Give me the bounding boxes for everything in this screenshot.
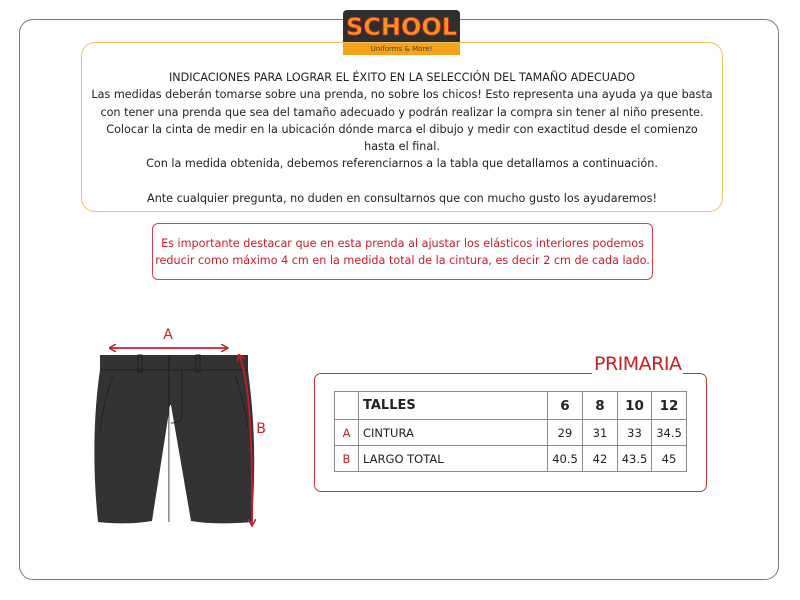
table-row [335,446,687,472]
row-name: CINTURA [359,420,548,446]
spacer [82,173,722,190]
row-letter: A [335,420,359,446]
instructions-closing: Ante cualquier pregunta, no duden en consultarnos que con mucho gusto los ayudaremos! [147,191,657,205]
label-a: A [163,327,173,343]
row-value: 29 [548,420,583,446]
header-blank-cell [335,392,359,420]
instructions-line: Colocar la cinta de medir en la ubicación dónde marca el dibujo y medir con exactitud desde el comienzo [106,122,698,136]
shorts-icon [94,355,254,523]
logo-wordmark: SCHOOL [345,12,458,41]
instructions-box [81,42,723,212]
row-value: 43.5 [618,446,652,472]
header-size: 6 [548,392,583,420]
logo-wordmark-panel [343,10,460,43]
row-value: 40.5 [548,446,583,472]
row-value: 42 [583,446,618,472]
elastic-note-box [152,223,653,280]
row-name: LARGO TOTAL [359,446,548,472]
header-talles: TALLES [359,392,548,420]
row-value: 33 [618,420,652,446]
instructions-line: hasta el final. [364,140,440,154]
row-value: 31 [583,420,618,446]
header-size: 10 [618,392,652,420]
note-line: reducir como máximo 4 cm en la medida total de la cintura, es decir 2 cm de cada lado. [155,254,650,267]
section-title: PRIMARIA [594,353,682,375]
instructions-title: INDICACIONES PARA LOGRAR EL ÉXITO EN LA SELECCIÓN DEL TAMAÑO ADECUADO [168,71,636,84]
row-value: 45 [652,446,687,472]
label-b: B [256,421,266,437]
header-size: 8 [583,392,618,420]
table-row [335,420,687,446]
note-line: Es importante destacar que en esta prenda al ajustar los elásticos interiores podemos [161,237,644,250]
table-header-row [335,392,687,420]
shorts-measurement-figure [90,315,280,540]
logo-tagline: Uniforms & More! [370,44,433,53]
row-value: 34.5 [652,420,687,446]
instructions-line: Las medidas deberán tomarse sobre una prenda, no sobre los chicos! Esto representa una ayuda ya que basta [91,88,713,102]
header-size: 12 [652,392,687,420]
instructions-line: Con la medida obtenida, debemos referenciarnos a la tabla que detallamos a continuación. [146,157,658,171]
instructions-line: con tener una prenda que sea del tamaño adecuado y podrán realizar la compra sin tener al niño presente. [100,105,704,119]
size-table [334,391,687,472]
row-letter: B [335,446,359,472]
